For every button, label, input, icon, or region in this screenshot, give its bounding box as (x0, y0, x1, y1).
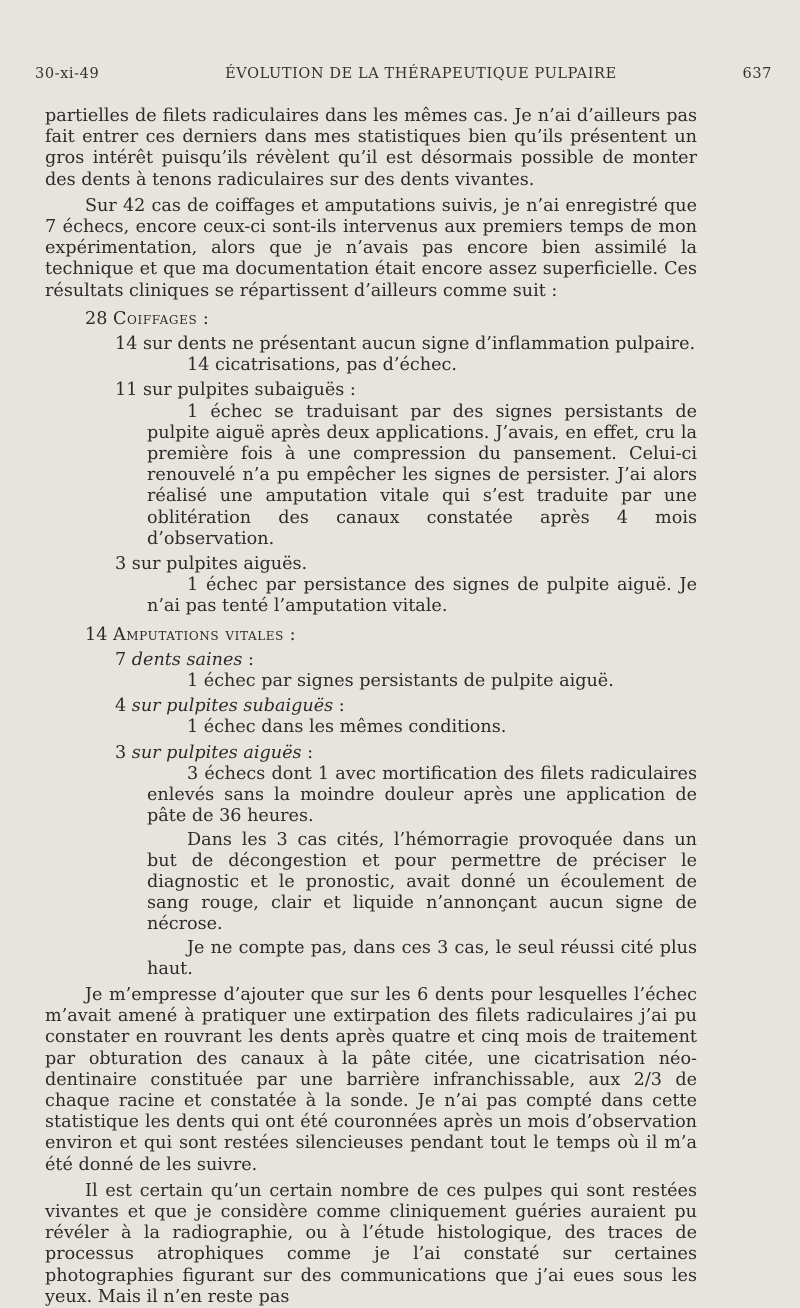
paragraph: Il est certain qu’un certain nombre de ces pulpes qui sont restées vivantes et que je considère comme cliniquement guéries auraient pu révéler à la radiographie, ou à l’étude histologique, des traces de processus atrophiques comme je l’ai constaté sur certaines photographies figurant sur des communications que j’ai eues sous les yeux. Mais il n’en reste pas (45, 1180, 697, 1307)
list-item: 4 sur pulpites subaiguës : (115, 696, 345, 717)
list-item-detail: 1 échec par signes persistants de pulpite aiguë. (187, 671, 614, 692)
list-item-detail: 1 échec par persistance des signes de pulpite aiguë. Je n’ai pas tenté l’amputation vitale. (147, 575, 697, 617)
paragraph: Je m’empresse d’ajouter que sur les 6 dents pour lesquelles l’échec m’avait amené à pratiquer une extirpation des filets radiculaires j’ai pu constater en rouvrant les dents après quatre et cinq mois de traitement par obturation des canaux à la pâte citée, une cicatrisation néo-dentinaire constituée par une barrière infranchissable, aux 2/3 de chaque racine et constatée à la sonde. Je n’ai pas compté dans cette statistique les dents qui ont été couronnées après un mois d’observation environ et qui sont restées silencieuses pendant tout le temps où il m’a été donné de les suivre. (45, 984, 697, 1175)
list-item: 14 sur dents ne présentant aucun signe d’inflammation pulpaire. (115, 334, 696, 355)
list-item-detail: Je ne compte pas, dans ces 3 cas, le seul réussi cité plus haut. (147, 937, 697, 979)
list-item-detail: 1 échec dans les mêmes conditions. (187, 717, 507, 738)
list-item: 11 sur pulpites subaiguës : (115, 380, 356, 401)
body-text (45, 106, 697, 1308)
header-date: 30-xi-49 (35, 66, 100, 82)
running-header (35, 66, 772, 82)
header-title: ÉVOLUTION DE LA THÉRAPEUTIQUE PULPAIRE (225, 66, 617, 82)
list-item: 3 sur pulpites aiguës. (115, 554, 308, 575)
list-item-detail: 3 échecs dont 1 avec mortification des filets radiculaires enlevés sans la moindre douleur après une application de pâte de 36 heures. (147, 763, 697, 827)
paragraph: Sur 42 cas de coiffages et amputations suivis, je n’ai enregistré que 7 échecs, encore ceux-ci sont-ils intervenus aux premiers temps de mon expérimentation, alors que je n’avais pas encore bien assimilé la technique et que ma documentation était encore assez superficielle. Ces résultats cliniques se répartissent d’ailleurs comme suit : (45, 195, 697, 301)
list-item-detail: 14 cicatrisations, pas d’échec. (187, 355, 457, 376)
section-heading-coiffages: 28 Coiffages : (85, 308, 209, 329)
section-heading-amputations: 14 Amputations vitales : (85, 624, 296, 645)
list-item: 7 dents saines : (115, 649, 254, 670)
list-item: 3 sur pulpites aiguës : (115, 742, 314, 763)
paragraph: partielles de filets radiculaires dans les mêmes cas. Je n’ai d’ailleurs pas fait entrer ces derniers dans mes statistiques bien qu’ils présentent un gros intérêt puisqu’ils révèlent qu’il est désormais possible de monter des dents à tenons radiculaires sur des dents vivantes. (45, 106, 697, 190)
list-item-detail: 1 échec se traduisant par des signes persistants de pulpite aiguë après deux applications. J’avais, en effet, cru la première fois à une compression du pansement. Celui-ci renouvelé n’a pu empêcher les signes de persister. J’ai alors réalisé une amputation vitale qui s’est traduite par une oblitération des canaux constatée après 4 mois d’observation. (147, 401, 697, 549)
list-item-detail: Dans les 3 cas cités, l’hémorragie provoquée dans un but de décongestion et pour permettre de préciser le diagnostic et le pronostic, avait donné un écoulement de sang rouge, clair et liquide n’annonçant aucun signe de nécrose. (147, 829, 697, 935)
page-number: 637 (742, 66, 772, 82)
